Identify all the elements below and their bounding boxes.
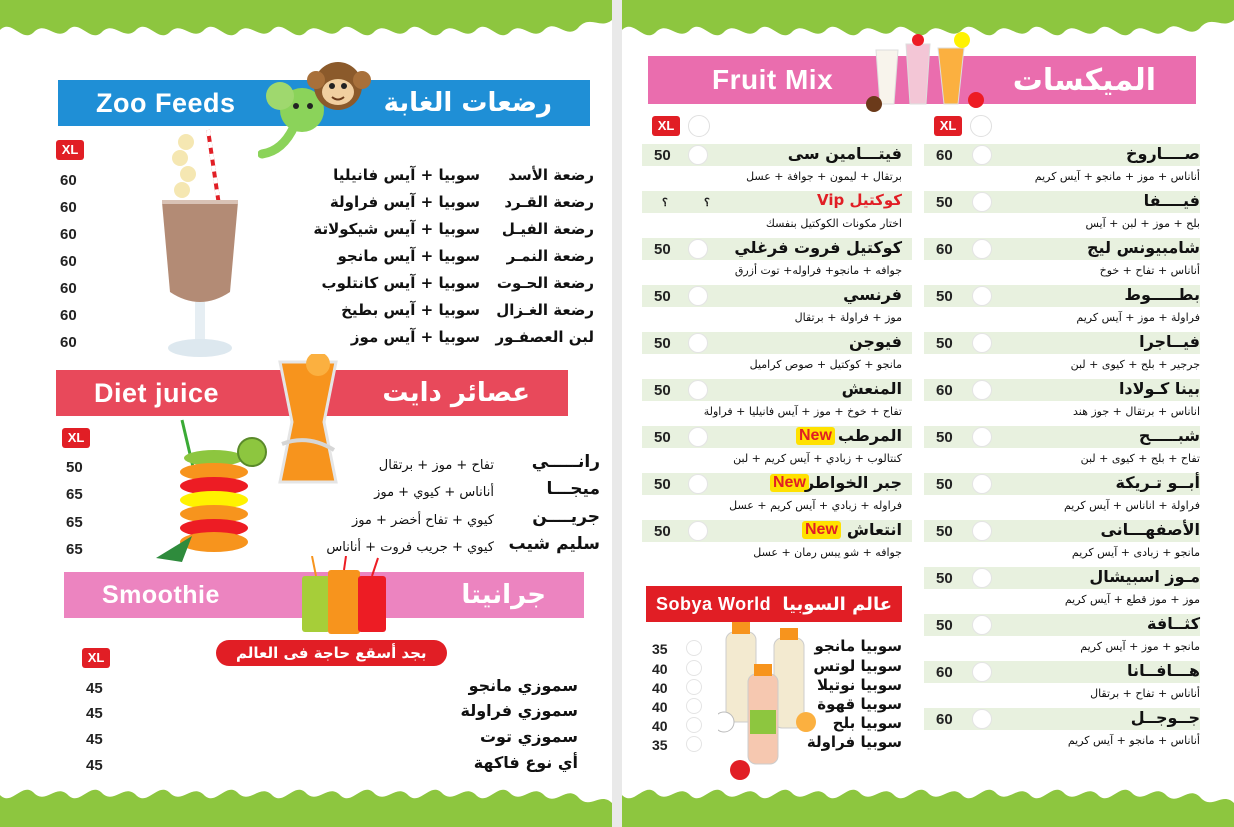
zoo-feeds-title-en: Zoo Feeds — [96, 87, 236, 118]
mix-item-price: ؟ — [704, 197, 710, 209]
cup-icon — [972, 474, 992, 494]
zoo-item-name: رضعة النمـر — [506, 247, 594, 265]
mix-item-price: 60 — [936, 382, 953, 399]
smoothie-title-en: Smoothie — [102, 580, 220, 609]
mix-item-name: جــوجــل — [1130, 708, 1200, 727]
sobya-item-price: 35 — [652, 737, 668, 753]
diet-item-name: ميجـــا — [546, 479, 600, 499]
cup-icon — [686, 736, 702, 752]
cup-icon — [686, 640, 702, 656]
diet-item-price: 65 — [66, 486, 83, 503]
mix-item-desc: أناناس + موز + مانجو + آيس كريم — [1034, 170, 1200, 183]
mix-item-price: 60 — [936, 664, 953, 681]
sobya-item-price: 40 — [652, 718, 668, 734]
cup-icon — [688, 333, 708, 353]
zoo-item-desc: سوبيا + آيس شيكولاتة — [313, 220, 480, 238]
mix-item-desc: كنتالوب + زبادي + آيس كريم + لبن — [733, 452, 902, 465]
cup-icon — [972, 568, 992, 588]
fruit-stack-image — [152, 418, 278, 564]
mix-item-name: جبر الخواطر — [804, 473, 902, 492]
smoothie-item-price: 45 — [86, 705, 103, 722]
mix-item-desc: أناناس + تفاح + خوخ — [1099, 264, 1200, 277]
zoo-item-price: 60 — [60, 334, 77, 351]
smoothie-size-xl-badge: XL — [82, 648, 110, 668]
diet-item-name: جريــــن — [532, 507, 600, 527]
cup-icon — [688, 474, 708, 494]
mix-item-name: المرطب — [837, 426, 902, 445]
zoo-item-price: 60 — [60, 280, 77, 297]
mix-item-name: شامبيونس ليج — [1086, 238, 1200, 257]
cup-icon — [972, 521, 992, 541]
mix-item-desc: جرجير + بلح + كيوى + لبن — [1070, 358, 1200, 371]
mix-item-desc: بلح + موز + لبن + آيس — [1085, 217, 1200, 230]
milkshake-glass-image — [150, 122, 250, 362]
sobya-item-name: سوبيا مانجو — [814, 637, 902, 655]
mix-item-name: الأصفهـــانى — [1100, 520, 1200, 539]
diet-item-desc: كيوي + جريب فروت + أناناس — [326, 540, 494, 555]
new-badge: New — [796, 427, 835, 445]
cup-icon — [688, 239, 708, 259]
cup-icon — [972, 192, 992, 212]
zoo-item-desc: سوبيا + آيس كانتلوب — [321, 274, 480, 292]
mix-item-desc: فراولة + موز + آيس كريم — [1076, 311, 1200, 324]
zoo-item-desc: سوبيا + آيس فانيليا — [333, 166, 480, 184]
diet-item-price: 50 — [66, 459, 83, 476]
mix-item-price: 50 — [654, 147, 671, 164]
mix-item-name: مـوز اسبيشال — [1089, 567, 1200, 586]
cup-icon — [972, 615, 992, 635]
mix-item-desc: مانجو + كوكتيل + صوص كراميل — [749, 358, 902, 371]
book-spine — [612, 0, 622, 827]
mix-item-name: صــــاروخ — [1125, 144, 1200, 163]
mix-item-desc: موز + موز قطع + آيس كريم — [1064, 593, 1200, 606]
mix-item-price: 50 — [936, 288, 953, 305]
cup-icon — [688, 145, 708, 165]
sobya-item-price: 40 — [652, 661, 668, 677]
diet-juice-title-en: Diet juice — [94, 377, 220, 408]
cup-icon — [688, 380, 708, 400]
cup-icon — [688, 286, 708, 306]
sobya-bottles-image — [718, 622, 822, 782]
mix-item-name: فرنسي — [843, 285, 902, 304]
mix-item-name: كثــافة — [1147, 614, 1200, 633]
mix-item-desc: جوافه + مانجو+ فراوله+ توت أزرق — [734, 264, 902, 277]
mix-item-price: 50 — [654, 523, 671, 540]
zoo-item-name: رضعة الغـزال — [496, 301, 594, 319]
smoothie-item-name: سموزي مانجو — [468, 676, 578, 695]
zoo-item-price: 60 — [60, 253, 77, 270]
diet-juice-title-ar: عصائر دايت — [382, 378, 530, 408]
mix-item-desc: جوافه + شو يبس رمان + عسل — [753, 546, 902, 559]
zoo-item-name: رضعة الحـوت — [496, 274, 594, 292]
sobya-item-name: سوبيا نوتيلا — [817, 676, 902, 694]
smoothie-item-price: 45 — [86, 757, 103, 774]
diet-item-desc: كيوي + تفاح أخضر + موز — [351, 513, 494, 528]
mix-item-desc: اناناس + برتقال + جوز هند — [1072, 405, 1200, 418]
zoo-item-desc: سوبيا + آيس بطيخ — [341, 301, 480, 319]
mix-item-price: 60 — [936, 711, 953, 728]
mix-item-desc: اختار مكونات الكوكتيل بنفسك — [765, 217, 902, 230]
zoo-item-desc: سوبيا + آيس موز — [350, 328, 480, 346]
diet-item-desc: تفاح + موز + برتقال — [378, 458, 494, 473]
mix-item-name: فيتـــامين سى — [787, 144, 902, 163]
mix-item-price: 50 — [654, 429, 671, 446]
zoo-item-name: رضعة القـرد — [504, 193, 594, 211]
mix-item-name: كوكتيل Vip — [817, 191, 902, 209]
diet-item-desc: أناناس + كيوي + موز — [374, 485, 494, 500]
fruit-mix-title-ar: الميكسات — [1012, 62, 1156, 98]
mix-item-desc: برتقال + ليمون + جوافة + عسل — [746, 170, 902, 183]
mix-item-desc: موز + فراولة + برتقال — [794, 311, 902, 324]
orange-juice-glass-image — [276, 354, 340, 492]
mix-item-name: انتعاش — [846, 520, 902, 539]
sobya-item-name: سوبيا بلح — [832, 714, 902, 732]
cup-icon — [686, 660, 702, 676]
cup-icon — [688, 427, 708, 447]
diet-item-price: 65 — [66, 541, 83, 558]
cup-icon — [686, 698, 702, 714]
diet-item-name: سليم شيب — [508, 534, 600, 554]
smoothie-item-price: 45 — [86, 680, 103, 697]
mix-item-name: فيوجن — [849, 332, 902, 351]
mix-item-price: 60 — [936, 147, 953, 164]
smoothie-title-ar: جرانيتا — [461, 580, 546, 610]
new-badge: New — [802, 521, 841, 539]
zoo-size-xl-badge: XL — [56, 140, 84, 160]
mix-item-name: المنعش — [841, 379, 902, 398]
diet-size-xl-badge: XL — [62, 428, 90, 448]
mix-item-price: 50 — [654, 288, 671, 305]
mix-item-desc: فراوله + زبادي + آيس كريم + عسل — [729, 499, 902, 512]
mix-right-size-xl-badge: XL — [934, 116, 962, 136]
right-page — [622, 0, 1234, 827]
sobya-world-title-ar: عالم السوبيا — [782, 593, 892, 615]
cup-icon — [972, 709, 992, 729]
cup-icon — [972, 286, 992, 306]
mix-item-desc: تفاح + خوخ + موز + آيس فانيليا + فراولة — [703, 405, 902, 418]
smoothie-item-name: أي نوع فاكهة — [473, 753, 578, 772]
mix-item-price: ؟ — [662, 197, 668, 209]
zoo-item-price: 60 — [60, 199, 77, 216]
zoo-item-price: 60 — [60, 172, 77, 189]
cup-icon — [972, 333, 992, 353]
mix-item-price: 50 — [936, 335, 953, 352]
mix-item-desc: مانجو + زبادى + آيس كريم — [1071, 546, 1200, 559]
mix-item-name: بينا كـولادا — [1118, 379, 1200, 398]
mix-item-desc: فراولة + اناناس + آيس كريم — [1063, 499, 1200, 512]
mix-item-price: 60 — [936, 241, 953, 258]
grass-top-border — [0, 0, 612, 46]
smoothie-item-name: سموزي فراولة — [460, 701, 578, 720]
zoo-item-price: 60 — [60, 226, 77, 243]
sobya-item-name: سوبيا لوتس — [813, 657, 902, 675]
mix-item-name: شبـــــح — [1138, 426, 1200, 445]
sobya-item-name: سوبيا قهوة — [817, 695, 902, 713]
mix-item-price: 50 — [654, 476, 671, 493]
cup-icon — [972, 380, 992, 400]
mix-item-price: 50 — [936, 429, 953, 446]
cup-icon — [688, 521, 708, 541]
cup-icon — [972, 662, 992, 682]
zoo-item-price: 60 — [60, 307, 77, 324]
sobya-world-title-en: Sobya World — [656, 593, 772, 614]
mix-left-size-xl-badge: XL — [652, 116, 680, 136]
mix-item-price: 50 — [936, 617, 953, 634]
mix-item-price: 50 — [936, 476, 953, 493]
granita-cups-image — [296, 556, 392, 638]
mix-item-name: أبــو تـريكة — [1115, 473, 1200, 492]
smoothie-item-name: سموزي توت — [479, 727, 578, 746]
mix-right-size-circle — [970, 115, 992, 137]
cup-icon — [686, 717, 702, 733]
sobya-item-price: 40 — [652, 699, 668, 715]
cup-icon — [972, 145, 992, 165]
mix-item-desc: تفاح + بلح + كيوى + لبن — [1080, 452, 1200, 465]
zoo-item-name: لبن العصفـور — [495, 328, 594, 346]
diet-item-price: 65 — [66, 514, 83, 531]
mix-item-name: فيــاجرا — [1139, 332, 1200, 351]
mix-item-price: 50 — [654, 335, 671, 352]
mix-item-name: كوكتيل فروت فرغلي — [734, 238, 902, 257]
mix-item-price: 50 — [936, 523, 953, 540]
sobya-item-price: 40 — [652, 680, 668, 696]
fruit-mix-title-en: Fruit Mix — [712, 64, 834, 95]
zoo-item-desc: سوبيا + آيس فراولة — [329, 193, 480, 211]
zoo-feeds-title-ar: رضعات الغابة — [383, 88, 552, 118]
cup-icon — [686, 679, 702, 695]
mix-item-name: فيــــفا — [1143, 191, 1200, 210]
new-badge: New — [770, 474, 809, 492]
zoo-item-name: رضعة الأسد — [508, 166, 594, 184]
grass-bottom-border — [622, 781, 1234, 827]
smoothie-item-price: 45 — [86, 731, 103, 748]
mix-item-price: 50 — [654, 382, 671, 399]
cocktail-glasses-image — [866, 30, 986, 114]
diet-item-name: رانـــــي — [531, 452, 600, 472]
grass-bottom-border — [0, 781, 612, 827]
cup-icon — [972, 239, 992, 259]
sobya-world-banner — [646, 586, 902, 622]
cup-icon — [972, 427, 992, 447]
mix-left-size-circle — [688, 115, 710, 137]
mix-item-desc: مانجو + موز + آيس كريم — [1080, 640, 1200, 653]
mix-item-price: 50 — [936, 194, 953, 211]
mix-item-name: هـــافــانا — [1127, 661, 1200, 680]
smoothie-slogan: بجد أسقع حاجة فى العالم — [216, 640, 447, 666]
mix-item-desc: أناناس + تفاح + برتقال — [1090, 687, 1200, 700]
zoo-item-name: رضعة الفيـل — [501, 220, 594, 238]
sobya-item-price: 35 — [652, 641, 668, 657]
monkey-elephant-illustration — [258, 56, 378, 160]
mix-item-price: 50 — [936, 570, 953, 587]
mix-item-name: بطـــــوط — [1124, 285, 1200, 304]
left-page — [0, 0, 612, 827]
zoo-item-desc: سوبيا + آيس مانجو — [337, 247, 480, 265]
mix-item-desc: أناناس + مانجو + آيس كريم — [1067, 734, 1200, 747]
mix-item-price: 50 — [654, 241, 671, 258]
sobya-item-name: سوبيا فراولة — [806, 733, 902, 751]
